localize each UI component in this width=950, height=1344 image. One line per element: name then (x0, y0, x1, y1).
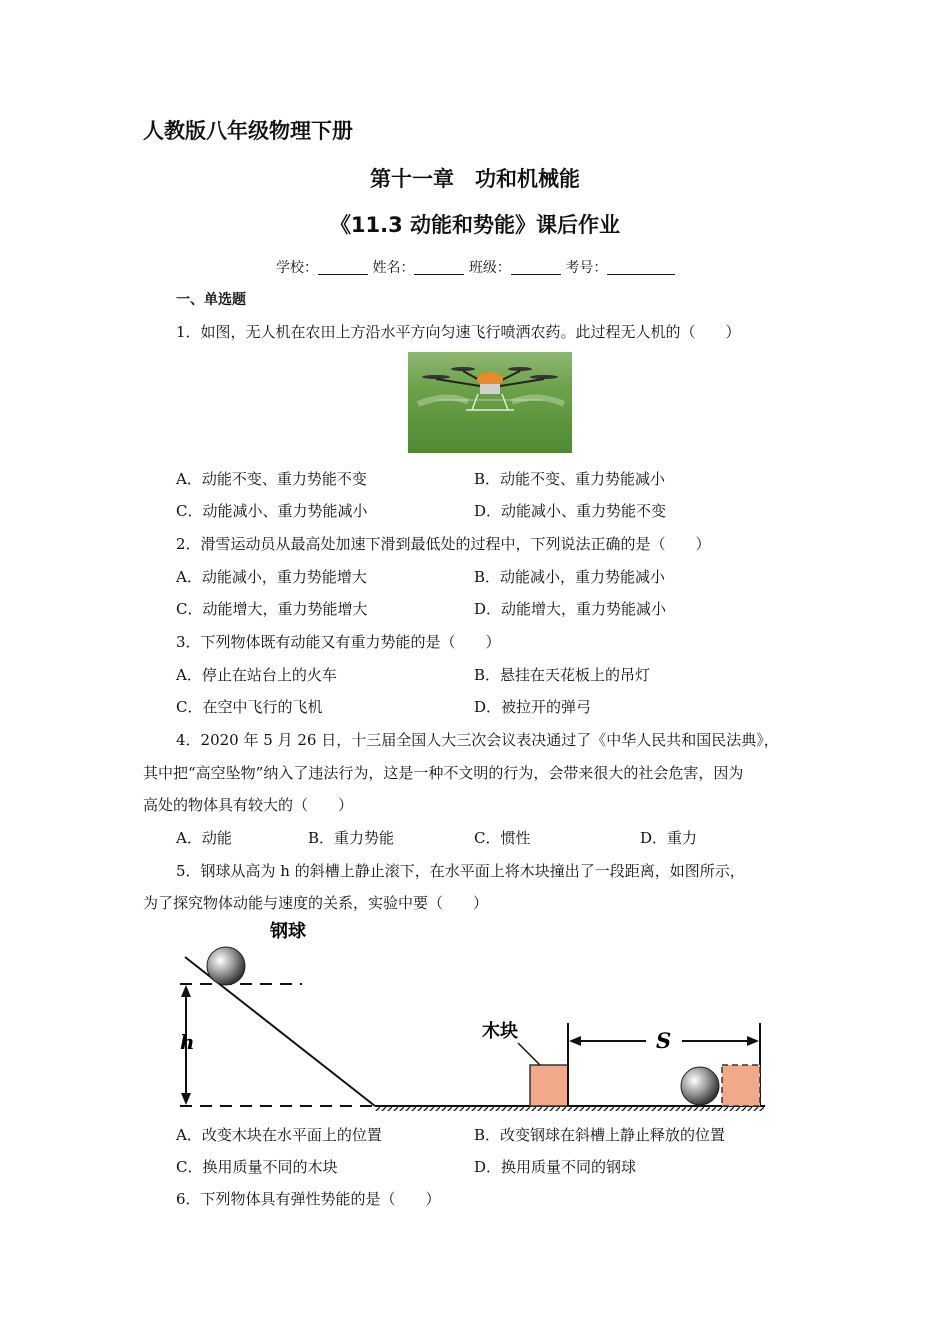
q2-option-b[interactable]: B．动能减小，重力势能减小 (474, 568, 666, 586)
height-arrow-down-icon (181, 1093, 191, 1105)
q2-option-a[interactable]: A．动能减小，重力势能增大 (176, 568, 367, 586)
q1-option-a[interactable]: A．动能不变、重力势能不变 (176, 470, 367, 488)
wood-block-initial (530, 1065, 568, 1106)
class-label: 班级： (468, 260, 511, 276)
q3-option-b[interactable]: B．悬挂在天花板上的吊灯 (474, 666, 651, 684)
class-blank[interactable] (511, 260, 561, 275)
distance-arrow-left-icon (569, 1036, 581, 1046)
distance-label: S (656, 1028, 672, 1053)
q2-option-c[interactable]: C．动能增大，重力势能增大 (176, 600, 368, 618)
school-blank[interactable] (318, 260, 368, 275)
q4-option-c[interactable]: C．惯性 (474, 829, 531, 847)
info-line (276, 257, 675, 277)
q1-option-c[interactable]: C．动能减小、重力势能减小 (176, 502, 368, 520)
question-5-stem-line-2: 为了探究物体动能与速度的关系，实验中要（ ） (143, 894, 489, 912)
q5-option-b[interactable]: B．改变钢球在斜槽上静止释放的位置 (474, 1126, 726, 1144)
lesson-title: 《11.3 动能和势能》课后作业 (329, 213, 621, 237)
q5-option-d[interactable]: D．换用质量不同的钢球 (474, 1158, 637, 1176)
q1-option-b[interactable]: B．动能不变、重力势能减小 (474, 470, 666, 488)
q4-option-d[interactable]: D．重力 (640, 829, 698, 847)
q2-option-d[interactable]: D．动能增大，重力势能减小 (474, 600, 667, 618)
name-blank[interactable] (414, 260, 464, 275)
ramp-experiment-figure (170, 915, 780, 1115)
block-label: 木块 (482, 1021, 518, 1042)
question-4-stem-line-2: 其中把“高空坠物”纳入了违法行为，这是一种不文明的行为，会带来很大的社会危害，因为 (143, 764, 744, 782)
exam-no-label: 考号： (565, 260, 608, 276)
ball-label: 钢球 (270, 921, 306, 942)
question-6-stem: 6．下列物体具有弹性势能的是（ ） (176, 1190, 441, 1208)
question-1-stem: 1．如图，无人机在农田上方沿水平方向匀速飞行喷洒农药。此过程无人机的（ ） (176, 323, 741, 341)
ground-hatch (375, 1106, 765, 1111)
name-label: 姓名： (372, 260, 415, 276)
steel-ball-top (207, 947, 245, 985)
distance-arrow-right-icon (747, 1036, 759, 1046)
q4-option-a[interactable]: A．动能 (176, 829, 232, 847)
question-3-stem: 3．下列物体既有动能又有重力势能的是（ ） (176, 633, 501, 651)
question-4-stem-line-1: 4．2020 年 5 月 26 日，十三届全国人大三次会议表决通过了《中华人民共和国民法典》， (176, 731, 779, 749)
height-arrow-up-icon (181, 985, 191, 997)
block-label-pointer (518, 1043, 540, 1065)
chapter-title: 第十一章 功和机械能 (370, 167, 580, 191)
q1-option-d[interactable]: D．动能减小、重力势能不变 (474, 502, 667, 520)
q5-option-c[interactable]: C．换用质量不同的木块 (176, 1158, 338, 1176)
question-2-stem: 2．滑雪运动员从最高处加速下滑到最低处的过程中，下列说法正确的是（ ） (176, 535, 711, 553)
book-title: 人教版八年级物理下册 (143, 119, 353, 143)
wood-block-final (722, 1065, 760, 1106)
school-label: 学校： (276, 260, 318, 276)
section-heading: 一、单选题 (176, 292, 246, 308)
q3-option-a[interactable]: A．停止在站台上的火车 (176, 666, 337, 684)
q3-option-d[interactable]: D．被拉开的弹弓 (474, 698, 592, 716)
grass-background (408, 352, 572, 453)
q5-option-a[interactable]: A．改变木块在水平面上的位置 (176, 1126, 382, 1144)
q4-option-b[interactable]: B．重力势能 (308, 829, 395, 847)
drone-photo (408, 352, 572, 453)
height-label: h (180, 1030, 195, 1054)
question-4-stem-line-3: 高处的物体具有较大的（ ） (143, 796, 354, 814)
steel-ball-end (681, 1067, 719, 1105)
question-5-stem-line-1: 5．钢球从高为 h 的斜槽上静止滚下，在水平面上将木块撞出了一段距离，如图所示， (176, 862, 745, 880)
exam-no-blank[interactable] (607, 260, 675, 275)
q3-option-c[interactable]: C．在空中飞行的飞机 (176, 698, 323, 716)
